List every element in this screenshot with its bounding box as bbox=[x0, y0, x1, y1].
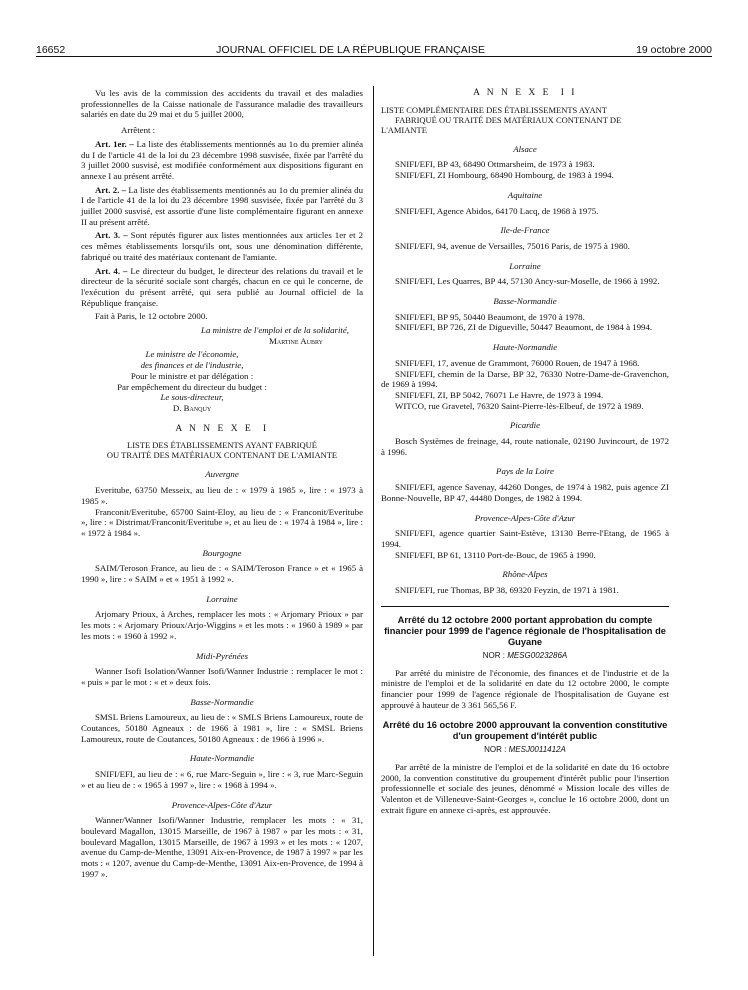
left-column bbox=[81, 88, 363, 879]
annex-1-entry: SNIFI/EFI, au lieu de : « 6, rue Marc-Seguin », lire : « 3, rue Marc-Seguin » et au lieu de : « 1965 à 1997 », lire : « 1968 à 1994 ». bbox=[81, 769, 363, 790]
fait-a-paris: Fait à Paris, le 12 octobre 2000. bbox=[95, 311, 208, 322]
annex-2-region-paca: Provence-Alpes-Côte d'Azur bbox=[474, 512, 576, 523]
article-1-text: La liste des établissements mentionnés au 1o du premier alinéa du I de l'article 41 de la loi du 23 décembre 1998 susvisée, fixée par l'arrêté du 3 juillet 2000 susvisé, est modifiée conformément aux dispositions figurant en annexe I au présent arrêté. bbox=[81, 138, 364, 181]
arrete-1-nor-label: NOR : bbox=[482, 650, 505, 660]
annex-1-entry: Everitube, 63750 Messeix, au lieu de : « 1979 à 1985 », lire : « 1973 à 1985 ». bbox=[81, 485, 363, 506]
annex-2-entry: SNIFI/EFI, Agence Abidos, 64170 Lacq, de 1968 à 1975. bbox=[395, 205, 599, 216]
article-4-text: Le directeur du budget, le directeur des relations du travail et le directeur de la sécurité sociale sont chargés, chacun en ce qui le concerne, de l'exécution du présent arrêté, qui sera publié au Journal officiel de la République française. bbox=[81, 265, 363, 308]
annex-2-region-lorraine: Lorraine bbox=[509, 260, 541, 271]
annex-1-region-auvergne: Auvergne bbox=[205, 469, 239, 480]
annex-1-entry: SAIM/Teroson France, au lieu de : « SAIM/Teroson France » et « 1965 à 1990 », lire : « SAIM » et « 1951 à 1992 ». bbox=[81, 563, 363, 585]
annex-2-entry: SNIFI/EFI, BP 43, 68490 Ottmarsheim, de 1973 à 1983. bbox=[395, 159, 595, 170]
annex-2-entry: SNIFI/EFI, 17, avenue de Grammont, 76000 Rouen, de 1947 à 1968. bbox=[395, 357, 640, 368]
annex-2-region-alsace: Alsace bbox=[513, 143, 537, 154]
annex-1-region-midi-pyrenees: Midi-Pyrénées bbox=[195, 650, 249, 661]
article-1-label: Art. 1er. – bbox=[95, 138, 134, 149]
signature-2-name: D. Banquy bbox=[172, 402, 212, 413]
arrete-1-nor-code: MESG0023286A bbox=[507, 650, 568, 660]
annex-2-subtitle-line-3: L'AMIANTE bbox=[381, 124, 427, 135]
annex-1-entry: Franconit/Everitube, 65700 Saint-Eloy, au lieu de : « Franconit/Everitube », lire : « Distrimat/Franconit/Everitube », et au lieu de : « 1974 à 1984 », lire : « 1972 à 1984 ». bbox=[81, 506, 363, 538]
annex-2-entry: SNIFI/EFI, BP 726, ZI de Digueville, 50447 Beaumont, de 1984 à 1994. bbox=[395, 322, 653, 333]
annex-2-subtitle-line-2: FABRIQUÉ OU TRAITÉ DES MATÉRIAUX CONTENANT DE bbox=[395, 114, 622, 125]
arrete-2-nor bbox=[381, 745, 669, 756]
annex-1-region-bourgogne: Bourgogne bbox=[202, 547, 242, 558]
annex-1-region-haute-normandie: Haute-Normandie bbox=[189, 753, 255, 764]
annex-2-region-pays-de-la-loire: Pays de la Loire bbox=[496, 466, 554, 477]
annex-1-entry: SMSL Briens Lamoureux, au lieu de : « SMLS Briens Lamoureux, route de Coutances, 50180 Agneaux : de 1966 à 1981 », lire : « SMSL Briens Lamoureux, route de Coutances, 50180 Agneaux : de 1966 à 1996 ». bbox=[81, 712, 363, 744]
arrete-1-title: Arrêté du 12 octobre 2000 portant approbation du compte financier pour 1999 de l'agence régionale de l'hospitalisation de Guyane bbox=[384, 614, 666, 647]
arrete-1-nor bbox=[381, 651, 669, 662]
header-rule bbox=[36, 56, 712, 57]
annex-2-entry: WITCO, rue Gravetel, 76320 Saint-Pierre-lès-Elbeuf, de 1972 à 1989. bbox=[395, 400, 644, 411]
article-2-label: Art. 2. – bbox=[95, 184, 127, 195]
annex-2-region-basse-normandie: Basse-Normandie bbox=[493, 296, 557, 307]
annex-2-entry: SNIFI/EFI, ZI Hombourg, 68490 Hombourg, de 1983 à 1994. bbox=[395, 170, 614, 181]
annex-1-title: A N N E X E I bbox=[175, 423, 269, 434]
arrete-2-title: Arrêté du 16 octobre 2000 approuvant la convention constitutive d'un groupement d'intérêt public bbox=[382, 720, 668, 742]
annex-2-entry: Bosch Systèmes de freinage, 44, route nationale, 02190 Juvincourt, de 1972 à 1996. bbox=[381, 436, 669, 457]
article-3-label: Art. 3. – bbox=[95, 230, 128, 241]
right-column bbox=[381, 88, 669, 816]
signature-2-delegation: Pour le ministre et par délégation : bbox=[130, 370, 254, 381]
annex-1-subtitle-line-1: LISTE DES ÉTABLISSEMENTS AYANT FABRIQUÉ bbox=[127, 440, 317, 451]
arretent-heading: Arrêtent : bbox=[121, 125, 156, 136]
arrete-2-body: Par arrêté de la ministre de l'emploi et de la solidarité en date du 16 octobre 2000, la convention constitutive du groupement d'intérêt public pour l'insertion professionnelle et sociale des jeunes, dénommé « Mission locale des villes de Valenton et de Villeneuve-Saint-Georges », conclue le 16 octobre 2000, dont un extrait figure en annexe ci-après, est approuvée. bbox=[381, 762, 669, 815]
article-2-text: La liste des établissements mentionnés au 1o du premier alinéa du I de l'article 41 de la loi du 23 décembre 1998 susvisée, fixée par l'arrêté du 3 juillet 2000 susvisé, est assortie d'une liste complémentaire figurant en annexe II au présent arrêté. bbox=[81, 184, 363, 227]
annex-1-region-basse-normandie: Basse-Normandie bbox=[190, 696, 254, 707]
annex-1-entry: Arjomary Prioux, à Arches, remplacer les mots : « Arjomary Prioux » par les mots : « Arjomary Prioux/Arjo-Wiggins » et les mots : « 1960 à 1989 » par les mots : « 1960 à 1992 ». bbox=[81, 609, 363, 641]
annex-1-entry: Wanner Isofi Isolation/Wanner Isofi/Wanner Industrie : remplacer le mot : « puis » par le mot : « et » deux fois. bbox=[81, 666, 363, 687]
annex-2-region-haute-normandie: Haute-Normandie bbox=[492, 342, 558, 353]
annex-2-entry: SNIFI/EFI, chemin de la Darse, BP 32, 76330 Notre-Dame-de-Gravenchon, de 1969 à 1994. bbox=[381, 368, 669, 390]
annex-2-entry: SNIFI/EFI, Les Quarres, BP 44, 57130 Ancy-sur-Moselle, de 1966 à 1992. bbox=[395, 276, 660, 287]
annex-2-title: A N N E X E I I bbox=[473, 88, 577, 98]
issue-date: 19 octobre 2000 bbox=[636, 44, 712, 56]
annex-2-entry: SNIFI/EFI, agence Savenay, 44260 Donges, de 1974 à 1982, puis agence ZI Bonne-Nouvelle, BP 47, 44480 Donges, de 1982 à 1994. bbox=[381, 482, 669, 503]
arrete-1-body: Par arrêté du ministre de l'économie, des finances et de l'industrie et de la ministre de l'emploi et de la solidarité en date du 12 octobre 2000, le compte financier pour 1999 de l'agence régionale de l'hospitalisation de Guyane est approuvé à hauteur de 3 361 565,56 F. bbox=[381, 667, 669, 710]
article-4 bbox=[81, 266, 363, 309]
article-1 bbox=[81, 139, 363, 182]
annex-1-subtitle-line-2: OU TRAITÉ DES MATÉRIAUX CONTENANT DE L'AMIANTE bbox=[106, 450, 338, 461]
page-header bbox=[36, 38, 712, 56]
annex-2-entry: SNIFI/EFI, ZI, BP 5042, 76071 Le Havre, de 1973 à 1994. bbox=[395, 389, 604, 400]
annex-2-region-ile-de-france: Ile-de-France bbox=[500, 225, 550, 236]
annex-2-subtitle-line-1: LISTE COMPLÉMENTAIRE DES ÉTABLISSEMENTS AYANT bbox=[381, 104, 607, 115]
annex-2-region-picardie: Picardie bbox=[509, 420, 541, 431]
annex-2-entry: SNIFI/EFI, BP 61, 13110 Port-de-Bouc, de 1965 à 1990. bbox=[395, 549, 596, 560]
article-3-text: Sont réputés figurer aux listes mentionnées aux articles 1er et 2 ces mêmes établissements lorsqu'ils ont, sous une dénomination différente, fabriqué ou traité des matériaux contenant de l'amiante. bbox=[81, 230, 363, 262]
signature-2-role-1: Le ministre de l'économie, bbox=[145, 349, 239, 360]
annex-2-entry: SNIFI/EFI, rue Thomas, BP 38, 69320 Feyzin, de 1971 à 1981. bbox=[395, 585, 619, 596]
annex-2-entry: SNIFI/EFI, 94, avenue de Versailles, 75016 Paris, de 1975 à 1980. bbox=[395, 240, 630, 251]
annex-2-region-aquitaine: Aquitaine bbox=[507, 189, 543, 200]
annex-2-entry: SNIFI/EFI, BP 95, 50440 Beaumont, de 1970 à 1978. bbox=[395, 311, 585, 322]
annex-1-entry: Wanner/Wanner Isofi/Wanner Industrie, remplacer les mots : « 31, boulevard Magallon, 13015 Marseille, de 1967 à 1987 » par les mots : « 31, boulevard Magallon, 13015 Marseille, de 1967 à 1993 » et les mots : « 1207, avenue du Camp-de-Menthe, 13091 Aix-en-Provence, de 1987 à 1997 » par les mots : « 1207, avenue du Camp-de-Menthe, 13091 Aix-en-Provence, de 1994 à 1997 ». bbox=[81, 815, 363, 879]
signature-1-role: La ministre de l'emploi et de la solidarité, bbox=[201, 325, 349, 336]
arrete-2-nor-code: MESJ0011412A bbox=[508, 745, 566, 755]
annex-1-region-paca: Provence-Alpes-Côte d'Azur bbox=[171, 799, 273, 810]
article-4-label: Art. 4. – bbox=[95, 265, 128, 276]
annex-1-region-lorraine: Lorraine bbox=[206, 593, 238, 604]
section-separator bbox=[381, 606, 669, 607]
annex-2-region-rhone-alpes: Rhône-Alpes bbox=[502, 569, 548, 580]
page-number: 16652 bbox=[36, 44, 66, 56]
article-2 bbox=[81, 185, 363, 228]
vu-paragraph: Vu les avis de la commission des accidents du travail et des maladies professionnelles de la Caisse nationale de l'assurance maladie des travailleurs salariés en date du 29 mai et du 5 juillet 2000, bbox=[81, 88, 363, 120]
signature-1-name: Martine Aubry bbox=[269, 335, 323, 346]
signature-2-role-2: des finances et de l'industrie, bbox=[140, 360, 244, 371]
annex-2-entry: SNIFI/EFI, agence quartier Saint-Estève, 13130 Berre-l'Etang, de 1965 à 1994. bbox=[381, 528, 669, 549]
signature-2-empechement: Par empêchement du directeur du budget : bbox=[117, 381, 267, 392]
column-divider bbox=[373, 86, 374, 956]
article-3 bbox=[81, 230, 363, 262]
journal-title: JOURNAL OFFICIEL DE LA RÉPUBLIQUE FRANÇAISE bbox=[216, 44, 486, 56]
signature-2-sous-directeur: Le sous-directeur, bbox=[160, 392, 224, 403]
arrete-2-nor-label: NOR : bbox=[484, 745, 507, 755]
